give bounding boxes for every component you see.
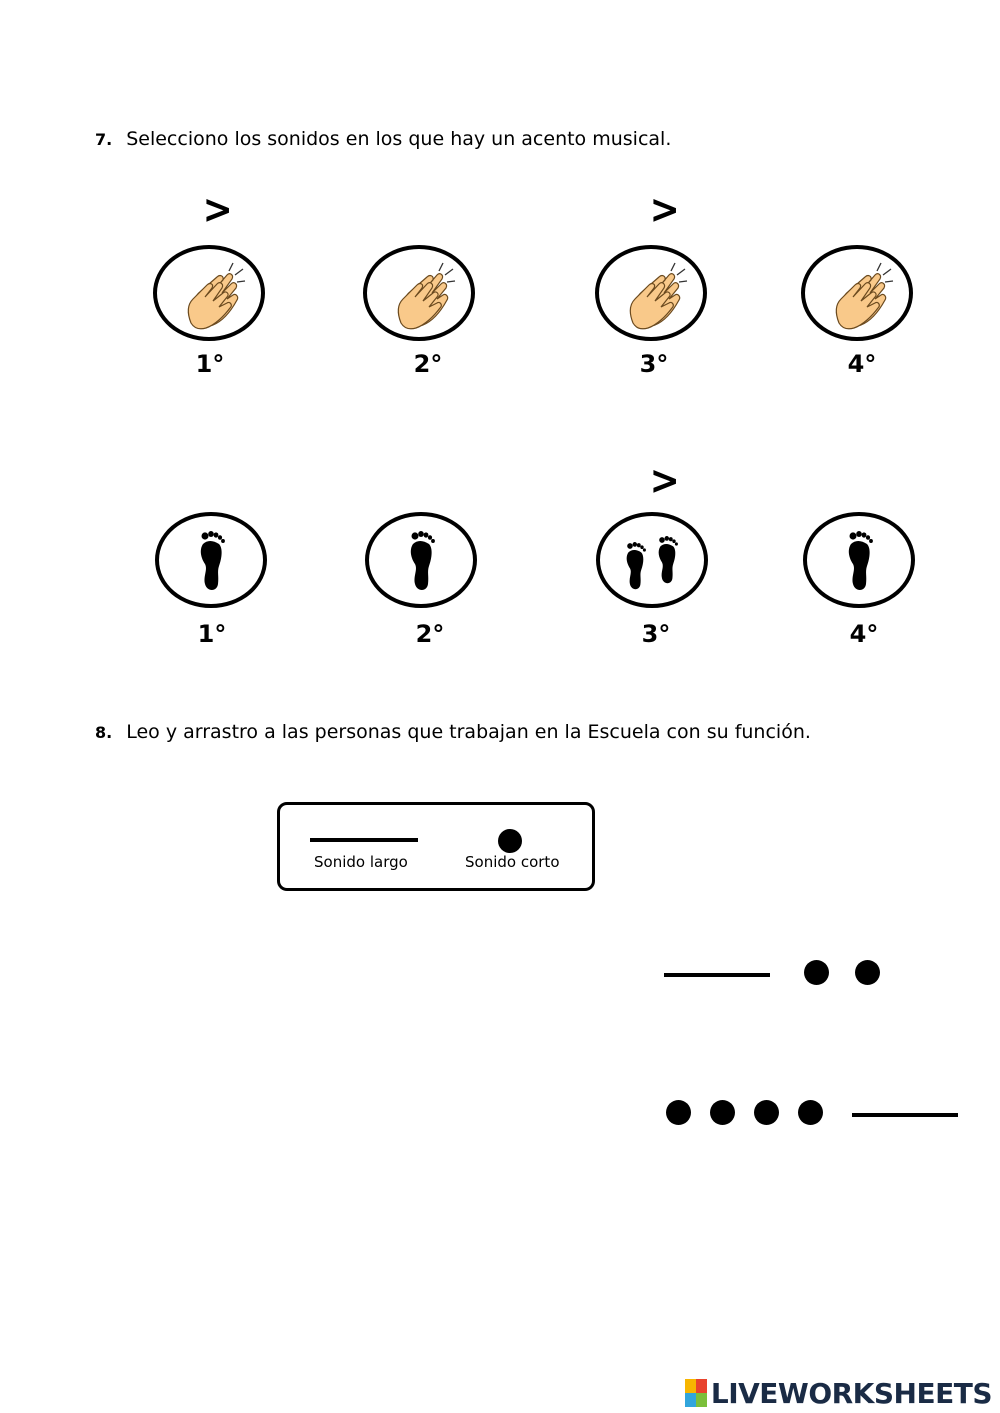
question-7 (95, 128, 671, 150)
question-8 (95, 721, 811, 743)
foot-label-3: 3° (641, 620, 671, 648)
long-sound-line (310, 838, 418, 842)
short-sound-dot (798, 1100, 823, 1125)
clap-label-1: 1° (195, 350, 225, 378)
foot-option-2[interactable] (365, 512, 477, 608)
question-7-text: Selecciono los sonidos en los que hay un acento musical. (126, 128, 672, 150)
clapping-hands-icon (157, 249, 269, 345)
clapping-hands-icon (805, 249, 917, 345)
clapping-hands-icon (367, 249, 479, 345)
question-7-number: 7. (95, 130, 113, 149)
short-sound-dot (498, 829, 522, 853)
foot-label-2: 2° (415, 620, 445, 648)
long-sound-label: Sonido largo (314, 853, 408, 871)
clap-option-1[interactable] (153, 245, 265, 341)
question-8-number: 8. (95, 723, 113, 742)
clapping-hands-icon (599, 249, 711, 345)
accent-mark-clap-3: > (649, 187, 680, 233)
short-sound-label: Sonido corto (465, 853, 560, 871)
foot-option-3[interactable] (596, 512, 708, 608)
footprint-icon (369, 516, 481, 612)
liveworksheets-logo-icon (685, 1379, 707, 1407)
short-sound-dot (666, 1100, 691, 1125)
foot-option-1[interactable] (155, 512, 267, 608)
brand-name: LIVEWORKSHEETS (710, 1376, 992, 1410)
question-8-text: Leo y arrastro a las personas que trabajan en la Escuela con su función. (126, 721, 811, 743)
foot-option-4[interactable] (803, 512, 915, 608)
long-sound-line (852, 1113, 958, 1117)
clap-option-3[interactable] (595, 245, 707, 341)
clap-option-4[interactable] (801, 245, 913, 341)
short-sound-dot (710, 1100, 735, 1125)
foot-label-1: 1° (197, 620, 227, 648)
clap-option-2[interactable] (363, 245, 475, 341)
short-sound-dot (754, 1100, 779, 1125)
two-footprints-icon (600, 516, 712, 612)
footprint-icon (159, 516, 271, 612)
short-sound-dot (804, 960, 829, 985)
accent-mark-feet-3: > (649, 458, 680, 504)
footprint-icon (807, 516, 919, 612)
long-sound-line (664, 973, 770, 977)
clap-label-2: 2° (413, 350, 443, 378)
legend-box (277, 802, 595, 891)
foot-label-4: 4° (849, 620, 879, 648)
clap-label-3: 3° (639, 350, 669, 378)
accent-mark-clap-1: > (202, 187, 233, 233)
short-sound-dot (855, 960, 880, 985)
footer-brand (685, 1373, 992, 1413)
clap-label-4: 4° (847, 350, 877, 378)
